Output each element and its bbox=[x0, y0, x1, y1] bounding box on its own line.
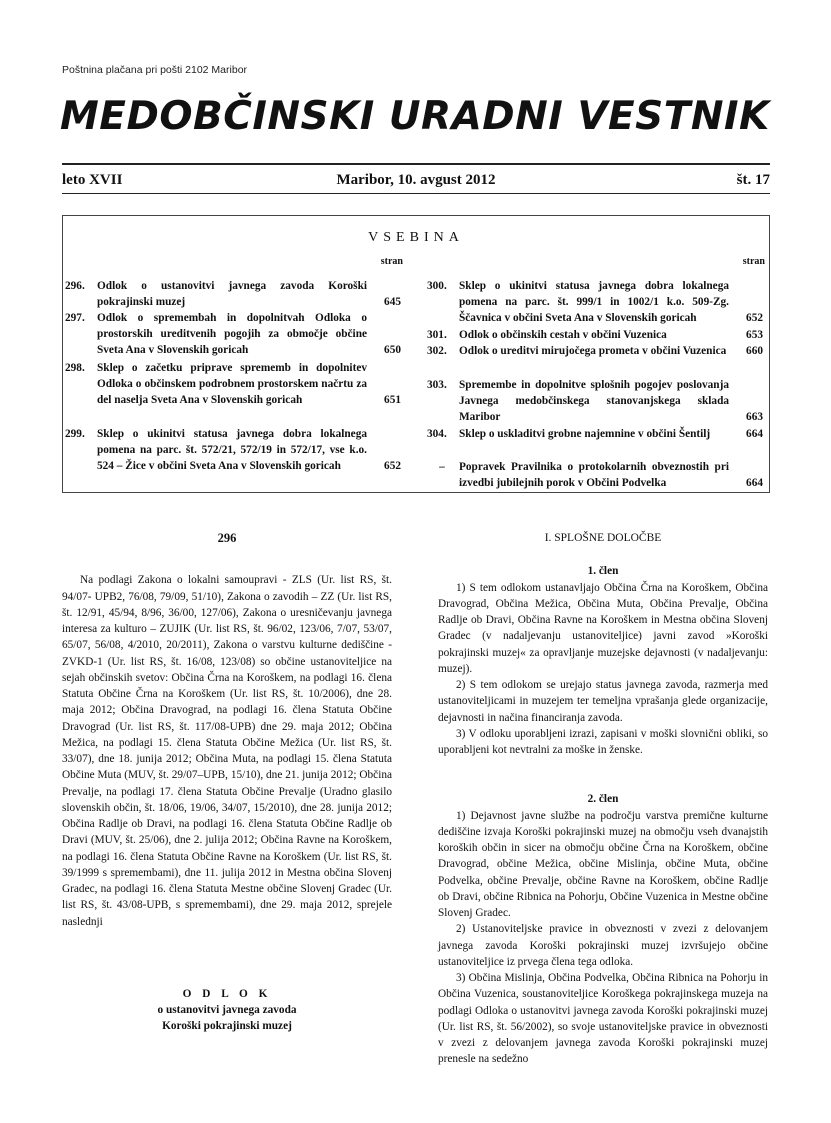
toc-entry[interactable] bbox=[427, 343, 767, 359]
toc-entry[interactable] bbox=[427, 377, 767, 425]
toc-entry-page: 650 bbox=[384, 344, 401, 356]
toc-title: VSEBINA bbox=[368, 230, 464, 245]
toc-entry-number: 299. bbox=[65, 428, 85, 440]
toc-entry-text: Sklep o ukinitvi statusa javnega dobra lokalnega pomena na parc. št. 999/1 in 1002/1 k.o. 509-Zg. Ščavnica v občini Sveta Ana v Slovenskih goricah bbox=[459, 280, 729, 324]
left-column bbox=[62, 530, 392, 1035]
article-paragraph: 1) Dejavnost javne službe na področju varstva premične kulturne dediščine izvaja Koroški pokrajinski muzej na območju vseh dvanajstih koroških občin in sicer na območju občine Črna na Koroškem, občine Dravograd, občine Mežica, občine Mislinja, občine Muta, občine Podvelka, občine Prevalje, občine Ravne na Koroškem, občine Radlje ob Dravi, občine Ribnica na Pohorju, Občine Vuzenica in Mestne občine Slovenj Gradec. bbox=[438, 809, 768, 919]
preamble-paragraph: Na podlagi Zakona o lokalni samoupravi - ZLS (Ur. list RS, št. 94/07- UPB2, 76/08, 79/09, 51/10), Zakona o zavodih – ZZ (Ur. list RS, št. 12/91, 45/94, 8/96, 36/00, 127/06), Zakona o uresničevanju javnega interesa za kulturo – ZUJIK (Ur. list RS, št. 96/02, 123/06, 7/07, 53/07, 65/07, 56/08, 4/2010, 20/2011), Zakona o varstvu kulturne dediščine - ZVKD-1 (Ur. list RS, št. 16/08, 123/08) so občine ustanoviteljice na sejah občinskih svetov: Občina Črna na Koroškem, na podlagi 16. člena Statuta Občine Črna na Koroškem (Ur. list RS, št. 10/2006), dne 28. maja 2012; Občina Dravograd, na podlagi 16. člena Statuta Občine Dravograd (Ur. list RS, št. 117/08-UPB) dne 29. maja 2012; Občina Mežica, na podlagi 15. člena Statuta Občine Mežica (Ur. list RS, št. 33/07), dne 18. junija 2012; Občina Muta, na podlagi 15. člena Statuta Občine Muta (MUV, št. 29/07–UPB, 15/10), dne 21. junija 2012; Občina Prevalje, na podlagi 17. člena Statuta Občine Prevalje (Uradno glasilo slovenskih občin, št. 18/06, 19/06, 34/07, 15/2010), dne 28. junija 2012; Občina Radlje ob Dravi, na podlagi 16. člena Statuta Občine Radlje ob Dravi (MUV, št. 25/06), dne 2. julija 2012; Občina Ravne na Koroškem, na podlagi 16. člena Statuta Občine Ravne na Koroškem (Ur. list RS, št. 39/1999 s spremembami), dne 11. julija 2012 in Mestna občina Slovenj Gradec, na podlagi 16. člena Statuta Mestne občine Slovenj Gradec (Ur. list RS, št. 43/08-UPB, s spremembami), dne 29. maja 2012, sprejele naslednji bbox=[62, 574, 392, 928]
toc-entry-number: – bbox=[439, 461, 445, 473]
toc-entry-number: 296. bbox=[65, 280, 85, 292]
toc-entry[interactable] bbox=[427, 278, 767, 326]
toc-entry-text: Popravek Pravilnika o protokolarnih obveznostih pri izvedbi jubilejnih porok v Občini Podvelka bbox=[459, 461, 729, 489]
toc-entry-number: 304. bbox=[427, 428, 447, 440]
article-paragraph: 3) Občina Mislinja, Občina Podvelka, Občina Ribnica na Pohorju in Občina Vuzenica, soustanoviteljice Koroškega pokrajinskega muzeja na podlagi Odloka o ustanovitvi javnega zavoda Koroški pokrajinski muzej (Ur. list RS, št. 56/2002), so svoje ustanoviteljske pravice in obveznosti v zvezi z delovanjem javnega zavoda Koroški pokrajinski muzej prenesle na sedežno bbox=[438, 972, 768, 1066]
odlok-title: O D L O K bbox=[182, 987, 272, 1000]
toc-entry-number: 302. bbox=[427, 345, 447, 357]
toc-entry[interactable] bbox=[65, 426, 405, 474]
section-heading: I. SPLOŠNE DOLOČBE bbox=[544, 532, 662, 544]
document-number: 296 bbox=[217, 531, 237, 545]
toc-entry[interactable] bbox=[65, 360, 405, 408]
article-heading: 2. člen bbox=[587, 793, 619, 806]
odlok-subtitle: Koroški pokrajinski muzej bbox=[162, 1020, 292, 1033]
toc-entry-number: 297. bbox=[65, 312, 85, 324]
header-rule-bottom bbox=[62, 193, 770, 194]
toc-entry[interactable] bbox=[427, 327, 767, 343]
postage-note: Poštnina plačana pri pošti 2102 Maribor bbox=[62, 64, 248, 76]
toc-entry-number: 300. bbox=[427, 280, 447, 292]
issue-year: leto XVII bbox=[62, 172, 123, 188]
toc-entry-text: Sklep o uskladitvi grobne najemnine v občini Šentilj bbox=[459, 428, 711, 440]
table-of-contents bbox=[62, 215, 770, 493]
toc-entry-page: 645 bbox=[384, 296, 401, 308]
toc-entry[interactable] bbox=[427, 426, 767, 442]
header-rule-top bbox=[62, 163, 770, 165]
toc-page-header: stran bbox=[380, 256, 403, 267]
toc-entry-text: Sklep o ukinitvi statusa javnega dobra lokalnega pomena na parc. št. 572/21, 572/19 in 572/17, vse k.o. 524 – Žice v občini Sveta Ana v Slovenskih goricah bbox=[97, 428, 367, 472]
toc-entry[interactable] bbox=[427, 459, 767, 491]
masthead-title: MEDOBČINSKI URADNI VESTNIK bbox=[60, 94, 770, 139]
toc-entry-text: Odlok o spremembah in dopolnitvah Odloka o prostorskih ureditvenih pogojih za območje občine Sveta Ana v Slovenskih goricah bbox=[97, 312, 367, 356]
toc-entry-page: 664 bbox=[746, 477, 763, 489]
toc-entry-page: 660 bbox=[746, 345, 763, 357]
toc-entry-page: 663 bbox=[746, 411, 763, 423]
article-paragraph: 2) Ustanoviteljske pravice in obveznosti v zvezi z delovanjem javnega zavoda Koroški pokrajinski muzej izvršujejo občine ustanoviteljice iz prvega člena tega odloka. bbox=[438, 923, 768, 968]
toc-entry-page: 651 bbox=[384, 394, 401, 406]
toc-entry-page: 664 bbox=[746, 428, 763, 440]
toc-entry-number: 303. bbox=[427, 379, 447, 391]
toc-entry-page: 652 bbox=[384, 460, 401, 472]
toc-entry[interactable] bbox=[65, 310, 405, 358]
toc-entry-text: Odlok o ureditvi mirujočega prometa v občini Vuzenica bbox=[459, 345, 727, 357]
toc-entry-text: Spremembe in dopolnitve splošnih pogojev poslovanja Javnega medobčinskega stanovanjskega sklada Maribor bbox=[459, 379, 729, 423]
toc-entry-page: 652 bbox=[746, 312, 763, 324]
toc-entry-text: Sklep o začetku priprave sprememb in dopolnitev Odloka o občinskem podrobnem prostorskem načrtu za del naselja Sveta Ana v Slovenskih goricah bbox=[97, 362, 367, 406]
article-heading: 1. člen bbox=[587, 565, 619, 578]
issue-info bbox=[62, 170, 770, 190]
right-column bbox=[438, 530, 768, 1068]
article-paragraph: 1) S tem odlokom ustanavljajo Občina Črna na Koroškem, Občina Dravograd, Občina Mežica, Občina Muta, Občina Prevalje, Občina Radlje ob Dravi, Občina Ravne na Koroškem in Mestna občina Slovenj Gradec (v nadaljevanju ustanoviteljice) javni zavod »Koroški pokrajinski muzej« za opravljanje muzejske dejavnosti (v nadaljevanju: muzej). bbox=[438, 581, 768, 675]
toc-entry-page: 653 bbox=[746, 329, 763, 341]
toc-entry[interactable] bbox=[65, 278, 405, 310]
odlok-subtitle: o ustanovitvi javnega zavoda bbox=[157, 1004, 297, 1016]
issue-number: št. 17 bbox=[736, 172, 770, 188]
article-paragraph: 2) S tem odlokom se urejajo status javnega zavoda, razmerja med ustanoviteljicami in muzejem ter temeljna vprašanja glede organizacije, dejavnosti in načina financiranja zavoda. bbox=[438, 679, 768, 724]
toc-page-header: stran bbox=[742, 256, 765, 267]
toc-entry-number: 301. bbox=[427, 329, 447, 341]
article-paragraph: 3) V odloku uporabljeni izrazi, zapisani v moški slovnični obliki, so uporabljeni kot nevtralni za moške in ženske. bbox=[438, 727, 768, 756]
toc-entry-number: 298. bbox=[65, 362, 85, 374]
toc-entry-text: Odlok o ustanovitvi javnega zavoda Koroški pokrajinski muzej bbox=[97, 280, 367, 308]
issue-place-date: Maribor, 10. avgust 2012 bbox=[336, 172, 496, 188]
toc-entry-text: Odlok o občinskih cestah v občini Vuzenica bbox=[459, 329, 667, 341]
